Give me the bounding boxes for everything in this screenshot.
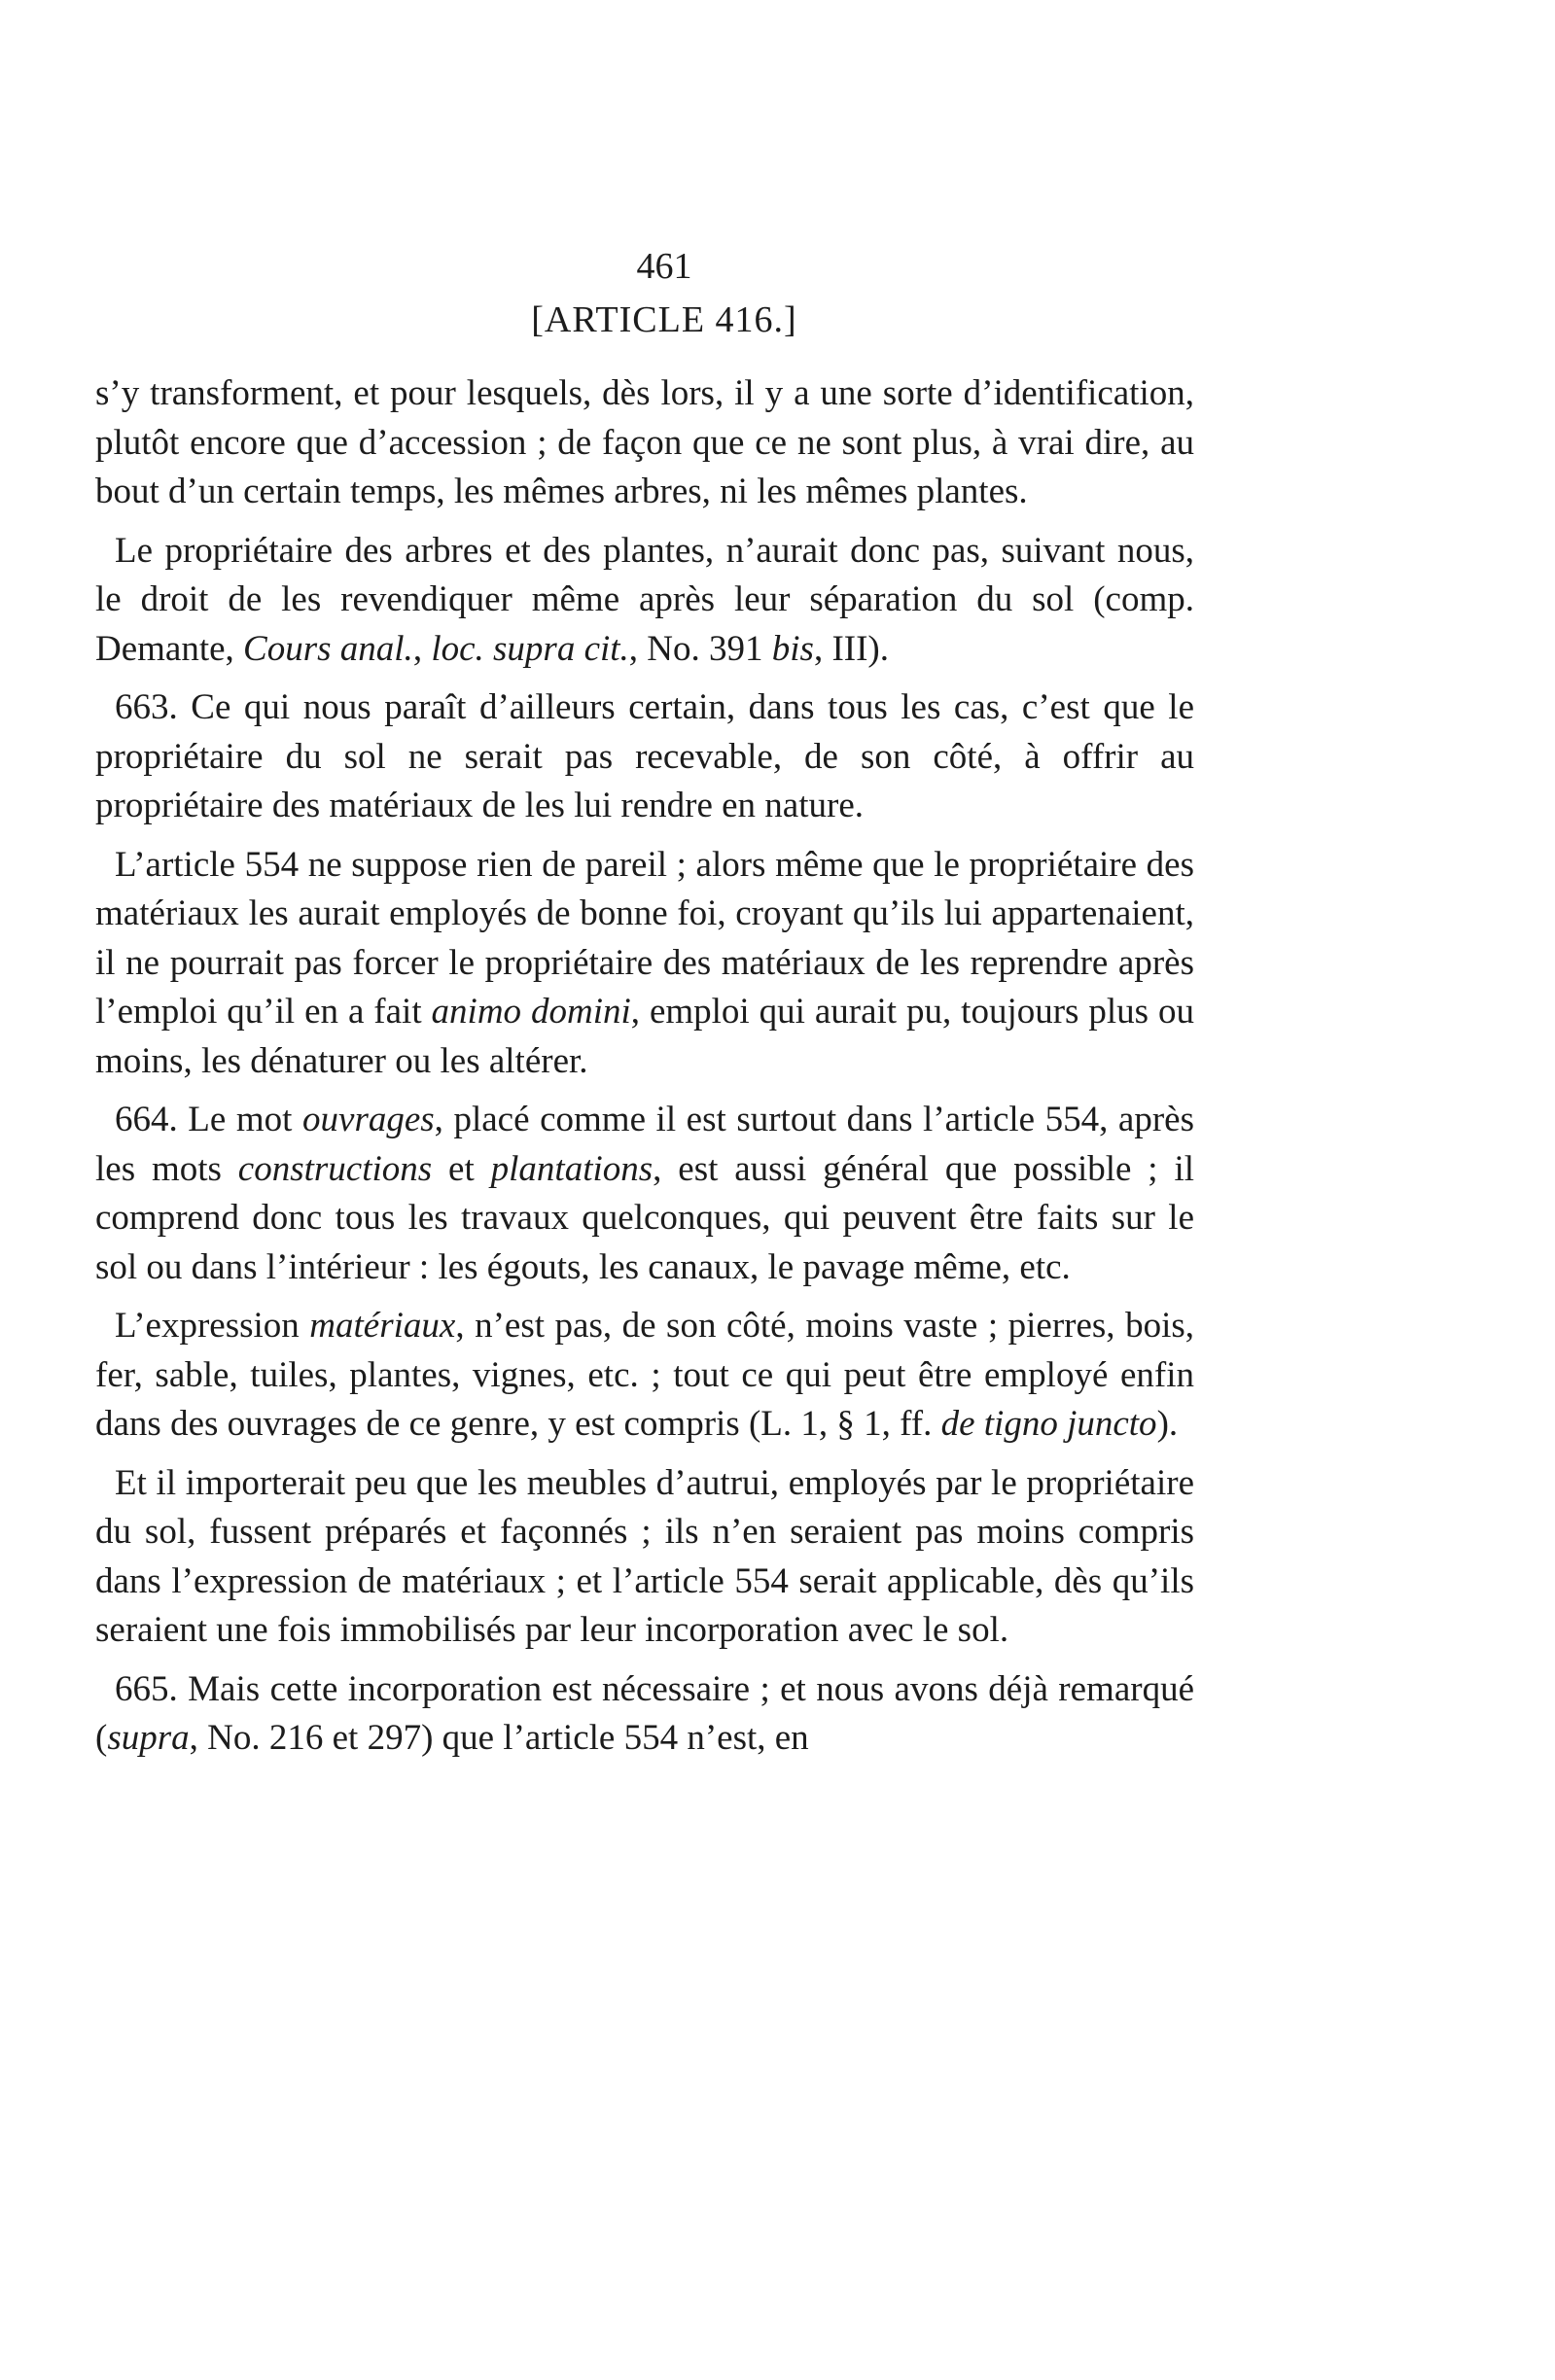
paragraph: [95, 1665, 1194, 1764]
text-segment: ,: [412, 628, 432, 669]
paragraph: [95, 1459, 1194, 1656]
text-segment: , est aussi général que possible ; il comprend donc tous les travaux quelconques, qui peuvent être faits sur le sol ou dans l’intérieur : les égouts, les canaux, le pavage même, etc.: [95, 1148, 1195, 1287]
text-segment: Et il importerait peu que les meubles d’autrui, employés par le propriétaire du sol, fussent préparés et façonnés ; ils n’en seraient pas moins compris dans l’expression de matériaux ; et l’article 554 serait applicable, dès qu’ils seraient une fois immobilisés par leur incorporation avec le sol.: [95, 1462, 1194, 1650]
body-text: [95, 369, 1194, 1764]
text-segment: , III).: [813, 628, 890, 669]
paragraph: [95, 841, 1194, 1087]
paragraph: [95, 683, 1194, 831]
text-segment: 663. Ce qui nous paraît d’ailleurs certain, dans tous les cas, c’est que le propriétaire du sol ne serait pas recevable, de son côté, à offrir au propriétaire des matériaux de les lui rendre en nature.: [95, 687, 1194, 825]
text-segment: , No. 216 et 297) que l’article 554 n’est, en: [189, 1718, 809, 1758]
text-segment: et: [432, 1148, 491, 1189]
paragraph: [95, 1096, 1194, 1292]
text-segment: L’article 554 ne suppose rien de pareil ; alors même que le propriétaire des matériaux les aurait employés de bonne foi, croyant qu’ils lui appartenaient, il ne pourrait pas forcer le propriétaire des matériaux de les reprendre après l’emploi qu’il en a fait: [95, 844, 1194, 1032]
italic-text: animo domini: [431, 992, 631, 1032]
text-segment: 664. Le mot: [115, 1100, 303, 1139]
text-segment: ).: [1156, 1404, 1179, 1444]
italic-text: plantations: [490, 1148, 654, 1189]
paragraph: [95, 1302, 1194, 1450]
text-segment: , n’est pas, de son côté, moins vaste ; pierres, bois, fer, sable, tuiles, plantes, vignes, etc. ; tout ce qui peut être employé enfin dans des ouvrages de ce genre, y est compris (L. 1, § 1, ff.: [95, 1306, 1195, 1444]
italic-text: loc. supra cit.: [431, 628, 629, 669]
italic-text: constructions: [237, 1148, 433, 1189]
text-segment: Le propriétaire des arbres et des plantes, n’aurait donc pas, suivant nous, le droit de les revendiquer même après leur séparation du sol (comp. Demante,: [95, 530, 1194, 669]
text-segment: L’expression: [115, 1306, 310, 1346]
paragraph: [95, 369, 1194, 517]
page-number: 461: [636, 246, 692, 287]
italic-text: Cours anal.: [243, 628, 413, 669]
document-page: [95, 243, 1194, 1773]
italic-text: de tigno juncto: [940, 1404, 1157, 1444]
italic-text: supra: [107, 1718, 190, 1758]
text-segment: , emploi qui aurait pu, toujours plus ou moins, les dénaturer ou les altérer.: [95, 992, 1194, 1081]
paragraph: [95, 527, 1194, 675]
italic-text: ouvrages: [302, 1100, 435, 1139]
text-segment: , No. 391: [628, 628, 772, 669]
text-segment: 665. Mais cette incorporation est nécessaire ; et nous avons déjà remarqué (: [95, 1668, 1194, 1758]
text-segment: , placé comme il est surtout dans l’article 554, après les mots: [95, 1100, 1194, 1189]
running-head: [ARTICLE 416.]: [531, 299, 797, 340]
italic-text: matériaux: [309, 1306, 456, 1346]
italic-text: bis: [771, 628, 814, 669]
text-segment: s’y transforment, et pour lesquels, dès lors, il y a une sorte d’identification, plutôt encore que d’accession ; de façon que ce ne sont plus, à vrai dire, au bout d’un certain temps, les mêmes arbres, ni les mêmes plantes.: [95, 373, 1194, 511]
